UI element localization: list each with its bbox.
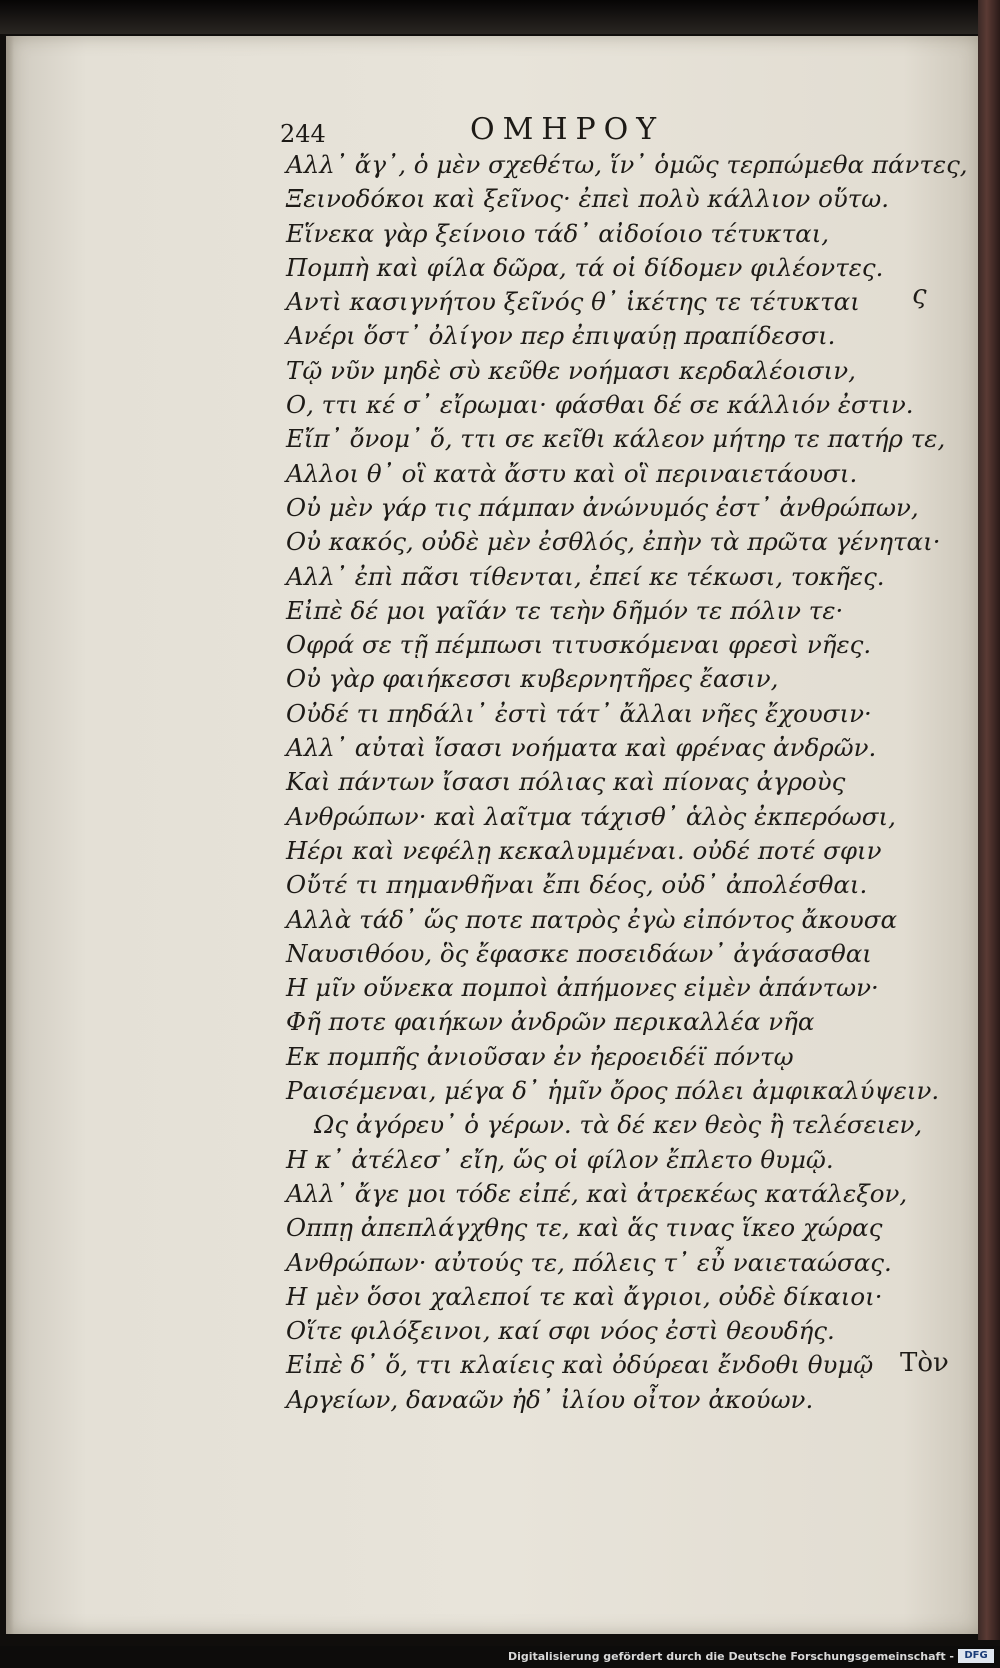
running-head <box>280 112 840 152</box>
verse-line: Εκ πομπῆς ἀνιοῦσαν ἐν ἠεροειδέϊ πόντῳ <box>286 1041 794 1071</box>
verse-line: Αργείων, δαναῶν ἠδ᾽ ἰλίου οἶτον ἀκούων. <box>286 1384 814 1414</box>
running-title: ΟΜΗΡΟΥ <box>470 112 665 147</box>
verse-line: Οὔτέ τι πημανθῆναι ἔπι δέος, οὐδ᾽ ἀπολέσθαι. <box>286 870 868 900</box>
verse-line: Ο, ττι κέ σ᾽ εἴρωμαι· φάσθαι δέ σε κάλλιόν ἐστιν. <box>286 390 914 420</box>
verse-line: Οππῃ ἀπεπλάγχθης τε, καὶ ἅς τινας ἵκεο χώρας <box>286 1213 883 1243</box>
verse-line: Ραισέμεναι, μέγα δ᾽ ἡμῖν ὄρος πόλει ἀμφικαλύψειν. <box>286 1076 940 1106</box>
verse-line: Οὐ κακός, οὐδὲ μὲν ἐσθλός, ἐπὴν τὰ πρῶτα γένηται· <box>286 527 941 557</box>
verse-line: Ανθρώπων· αὐτούς τε, πόλεις τ᾽ εὖ ναιεταώσας. <box>286 1247 892 1277</box>
verse-line: Εἰπὲ δέ μοι γαῖάν τε τεὴν δῆμόν τε πόλιν τε· <box>286 595 844 625</box>
scan-top-edge <box>0 0 1000 34</box>
verse-line: Πομπὴ καὶ φίλα δῶρα, τά οἱ δίδομεν φιλέοντες. <box>286 252 884 282</box>
book-cover-edge <box>978 0 1000 1640</box>
page-number: 244 <box>280 120 326 148</box>
verse-line: Οὐ μὲν γάρ τις πάμπαν ἀνώνυμός ἐστ᾽ ἀνθρώπων, <box>286 492 919 522</box>
verse-line: Οφρά σε τῇ πέμπωσι τιτυσκόμεναι φρεσὶ νῆες. <box>286 630 872 660</box>
verse-line: Η μὲν ὅσοι χαλεποί τε καὶ ἄγριοι, οὐδὲ δίκαιοι· <box>286 1281 883 1311</box>
verse-line: Ξεινοδόκοι καὶ ξεῖνος· ἐπεὶ πολὺ κάλλιον οὕτω. <box>286 184 890 214</box>
verse-line: Αλλὰ τάδ᾽ ὥς ποτε πατρὸς ἐγὼ εἰπόντος ἄκουσα <box>286 904 898 934</box>
verse-line: Αντὶ κασιγνήτου ξεῖνός θ᾽ ἱκέτης τε τέτυκται <box>286 287 860 317</box>
verse-line: Εἰπὲ δ᾽ ὅ, ττι κλαίεις καὶ ὀδύρεαι ἔνδοθι θυμῷ <box>286 1350 874 1380</box>
verse-line: Τῷ νῦν μηδὲ σὺ κεῦθε νοήμασι κερδαλέοισιν, <box>286 355 856 385</box>
verse-line: Αλλοι θ᾽ οἳ κατὰ ἄστυ καὶ οἳ περιναιετάουσι. <box>286 458 858 488</box>
verse-line: Καὶ πάντων ἴσασι πόλιας καὶ πίονας ἀγροὺς <box>286 767 846 797</box>
verse-line: Φῆ ποτε φαιήκων ἀνδρῶν περικαλλέα νῆα <box>286 1007 815 1037</box>
verse-line: Η μῖν οὕνεκα πομποὶ ἀπήμονες εἰμὲν ἁπάντων· <box>286 973 879 1003</box>
catchword: Τὸν <box>900 1348 949 1378</box>
verse-line: Ναυσιθόου, ὃς ἔφασκε ποσειδάων᾽ ἀγάσασθαι <box>286 938 872 968</box>
verse-line: Εἵνεκα γὰρ ξείνοιο τάδ᾽ αἰδοίοιο τέτυκται, <box>286 218 830 248</box>
verse-text-block <box>286 148 968 1417</box>
verse-line: Οἵτε φιλόξεινοι, καί σφι νόος ἐστὶ θεουδής. <box>286 1316 835 1346</box>
verse-line: Οὐδέ τι πηδάλι᾽ ἐστὶ τάτ᾽ ἄλλαι νῆες ἔχουσιν· <box>286 698 872 728</box>
verse-line: Οὐ γὰρ φαιήκεσσι κυβερνητῆρες ἔασιν, <box>286 664 779 694</box>
verse-line: Ανθρώπων· καὶ λαῖτμα τάχισθ᾽ ἁλὸς ἐκπερόωσι, <box>286 801 896 831</box>
verse-line: Αλλ᾽ ἄγε μοι τόδε εἰπέ, καὶ ἀτρεκέως κατάλεξον, <box>286 1178 908 1208</box>
verse-line: Ανέρι ὅστ᾽ ὀλίγον περ ἐπιψαύῃ πραπίδεσσι. <box>286 321 836 351</box>
verse-line: Εἴπ᾽ ὄνομ᾽ ὅ, ττι σε κεῖθι κάλεον μήτηρ τε πατήρ τε, <box>286 424 946 454</box>
verse-line: Αλλ᾽ ἄγ᾽, ὁ μὲν σχεθέτω, ἵν᾽ ὁμῶς τερπώμεθα πάντες, <box>286 150 968 179</box>
verse-line: Η κ᾽ ἀτέλεσ᾽ εἴη, ὥς οἱ φίλον ἔπλετο θυμῷ. <box>286 1144 834 1174</box>
gutter-shadow <box>6 36 14 1634</box>
digitization-credit: Digitalisierung gefördert durch die Deutsche Forschungsgemeinschaft - <box>507 1650 954 1663</box>
margin-note: ς <box>912 280 927 310</box>
verse-line: Ως ἀγόρευ᾽ ὁ γέρων. τὰ δέ κεν θεὸς ἢ τελέσειεν, <box>314 1110 923 1140</box>
verse-line: Αλλ᾽ ἐπὶ πᾶσι τίθενται, ἐπεί κε τέκωσι, τοκῆες. <box>286 561 885 591</box>
dfg-logo: DFG <box>958 1649 994 1663</box>
verse-line: Ηέρι καὶ νεφέλῃ κεκαλυμμέναι. οὐδέ ποτέ σφιν <box>286 835 882 865</box>
verse-line: Αλλ᾽ αὐταὶ ἴσασι νοήματα καὶ φρένας ἀνδρῶν. <box>286 733 877 763</box>
